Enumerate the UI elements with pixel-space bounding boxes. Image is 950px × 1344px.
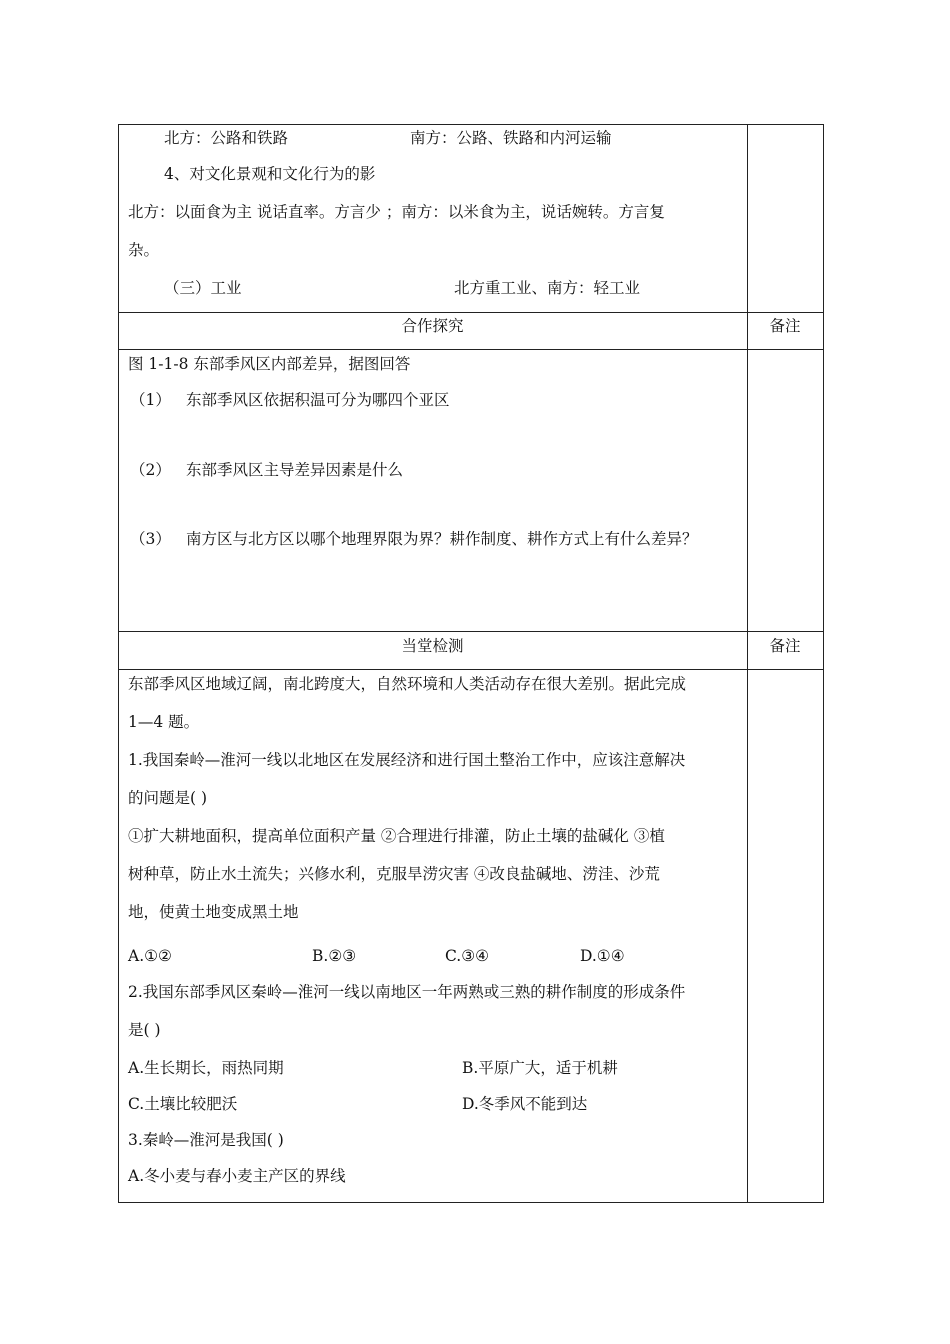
q1-stem: 1.我国秦岭—淮河一线以北地区在发展经济和进行国土整治工作中，应该注意解决 (128, 751, 686, 769)
figure-intro: 图 1-1-8 东部季风区内部差异，据图回答 (128, 355, 411, 373)
table-border-right (823, 124, 824, 1203)
q1-option-c: C.③④ (445, 947, 490, 965)
transport-south: 南方：公路、铁路和内河运输 (410, 129, 612, 147)
question-text: 东部季风区主导差异因素是什么 (186, 461, 404, 479)
q3-stem: 3.秦岭—淮河是我国( ) (128, 1131, 284, 1149)
q1-option-a: A.①② (128, 947, 172, 965)
q2-stem: 2.我国东部季风区秦岭—淮河一线以南地区一年两熟或三熟的耕作制度的形成条件 (128, 983, 686, 1001)
q2-option-b: B.平原广大，适于机耕 (462, 1059, 618, 1077)
culture-line: 北方：以面食为主 说话直率。方言少 ；南方：以米食为主，说话婉转。方言复 (128, 203, 665, 221)
table-notes-divider (747, 124, 748, 1203)
question-number: （1） (130, 391, 171, 409)
section-header-cooperation: 合作探究 (401, 317, 464, 335)
culture-line: 杂。 (128, 241, 160, 259)
q2-option-a: A.生长期长，雨热同期 (128, 1059, 284, 1077)
industry-text: 北方重工业、南方：轻工业 (454, 279, 641, 297)
row-divider (118, 631, 824, 632)
q1-statement: 地，使黄土地变成黑土地 (128, 903, 299, 921)
q2-stem: 是( ) (128, 1021, 161, 1039)
q1-option-b: B.②③ (312, 947, 357, 965)
q2-option-d: D.冬季风不能到达 (462, 1095, 588, 1113)
question-number: （3） (130, 530, 171, 548)
row-divider (118, 312, 824, 313)
document-table (118, 124, 824, 1203)
notes-header: 备注 (769, 317, 801, 335)
notes-header: 备注 (769, 637, 801, 655)
quiz-intro: 东部季风区地域辽阔，南北跨度大，自然环境和人类活动存在很大差别。据此完成 (128, 675, 687, 693)
question-text: 东部季风区依据积温可分为哪四个亚区 (186, 391, 450, 409)
table-border-bottom (118, 1202, 824, 1203)
item4-title: 4、对文化景观和文化行为的影 (164, 165, 376, 183)
q3-option-a: A.冬小麦与春小麦主产区的界线 (128, 1167, 346, 1185)
q2-option-c: C.土壤比较肥沃 (128, 1095, 238, 1113)
table-border-top (118, 124, 824, 125)
row-divider (118, 669, 824, 670)
question-number: （2） (130, 461, 171, 479)
q1-option-d: D.①④ (580, 947, 625, 965)
q1-stem: 的问题是( ) (128, 789, 208, 807)
row-divider (118, 349, 824, 350)
question-text: 南方区与北方区以哪个地理界限为界？耕作制度、耕作方式上有什么差异？ (186, 530, 698, 548)
q1-statement: 树种草，防止水土流失；兴修水利，克服旱涝灾害 ④改良盐碱地、涝洼、沙荒 (128, 865, 660, 883)
table-border-left (118, 124, 119, 1203)
industry-label: （三）工业 (164, 279, 242, 297)
q1-statement: ①扩大耕地面积，提高单位面积产量 ②合理进行排灌，防止土壤的盐碱化 ③植 (128, 827, 665, 845)
section-header-quiz: 当堂检测 (401, 637, 464, 655)
quiz-intro: 1—4 题。 (128, 713, 200, 731)
transport-north: 北方：公路和铁路 (164, 129, 289, 147)
